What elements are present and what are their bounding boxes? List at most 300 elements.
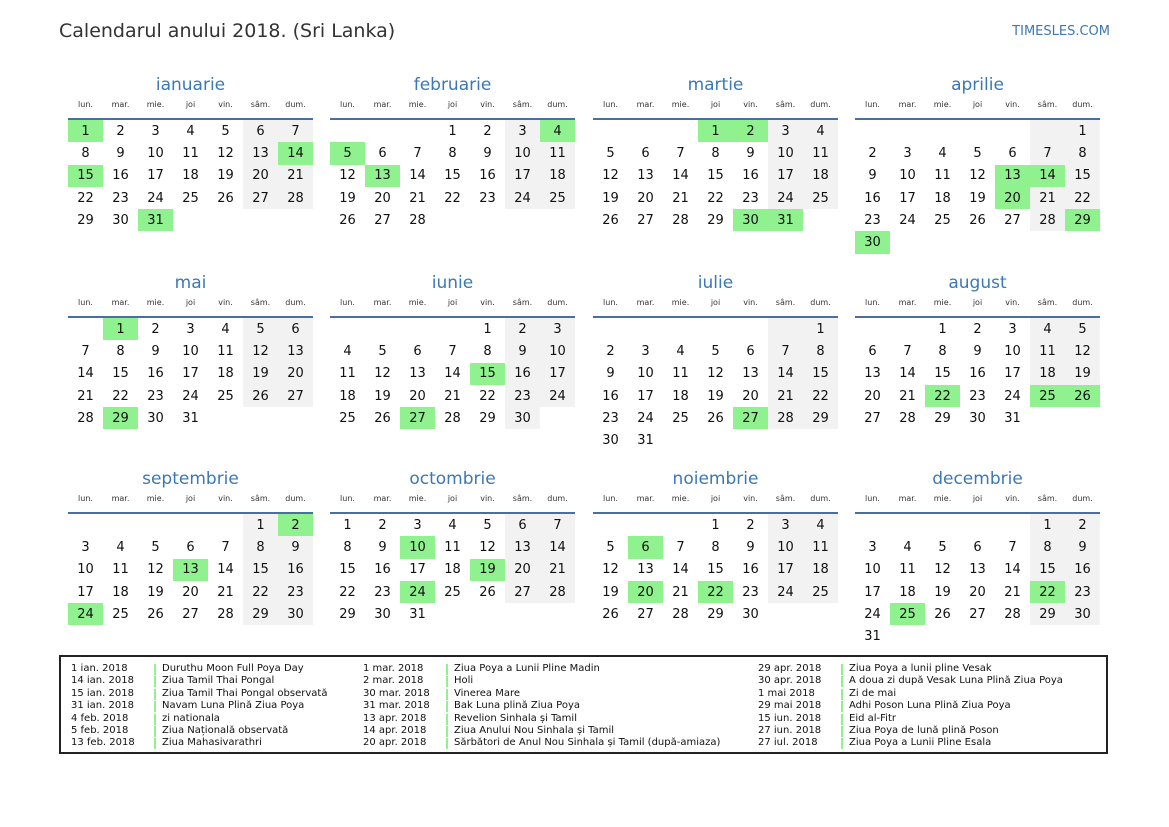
day-cell: 7 (903, 343, 912, 359)
day-cell: 11 (803, 142, 838, 164)
weekday-label: mar. (898, 100, 917, 109)
day-cell: 12 (602, 562, 619, 578)
legend-date: 20 apr. 2018 (363, 737, 427, 749)
day-cell: 7 (1008, 539, 1017, 555)
weekday-label: lun. (603, 100, 618, 109)
weekday-label: mar. (636, 298, 655, 307)
legend-row (353, 737, 720, 749)
day-cell: 10 (540, 340, 575, 362)
day-cell: 29 (1030, 603, 1065, 625)
day-cell: 25 (803, 187, 838, 209)
day-cell: 16 (742, 562, 759, 578)
legend-row (748, 688, 1063, 700)
legend-row (353, 700, 720, 712)
day-cell: 30 (602, 433, 619, 449)
day-cell: 20 (505, 559, 540, 581)
day-cell: 21 (672, 584, 689, 600)
day-cell: 9 (746, 539, 755, 555)
day-cell: 8 (116, 343, 125, 359)
day-cell: 27 (243, 187, 278, 209)
day-cell: 25 (934, 212, 951, 228)
legend-row (748, 737, 1063, 749)
day-cell: 8 (938, 343, 947, 359)
legend-holiday-name: Ziua Națională observată (162, 724, 289, 736)
weekday-label: sâm. (1037, 494, 1058, 503)
day-cell: 24 (182, 388, 199, 404)
empty-cell (890, 318, 925, 340)
legend-color-marker (446, 689, 448, 700)
legend-column-2 (353, 663, 720, 750)
legend-color-marker (154, 738, 156, 749)
month-name: septembrie (142, 469, 239, 489)
weekday-label: mie. (408, 100, 427, 109)
days-grid (593, 514, 838, 625)
days-grid (330, 120, 575, 231)
day-cell: 18 (182, 168, 199, 184)
empty-cell (138, 514, 173, 536)
legend-color-marker (446, 738, 448, 749)
holiday-day-cell: 26 (1065, 385, 1100, 407)
weekday-label: joi (972, 298, 983, 307)
day-cell: 19 (602, 190, 619, 206)
weekday-label: dum. (1072, 100, 1093, 109)
day-cell: 17 (864, 584, 881, 600)
day-cell: 1 (243, 514, 278, 536)
empty-cell (400, 318, 435, 340)
day-cell: 9 (746, 145, 755, 161)
day-cell: 16 (864, 190, 881, 206)
legend-row (353, 663, 720, 675)
day-cell: 19 (217, 168, 234, 184)
day-cell: 31 (864, 629, 881, 645)
day-cell: 18 (217, 366, 234, 382)
day-cell: 18 (444, 562, 461, 578)
day-cell: 11 (444, 539, 461, 555)
legend-date: 13 apr. 2018 (363, 712, 427, 724)
day-cell: 30 (147, 410, 164, 426)
day-cell: 9 (505, 340, 540, 362)
weekday-label: sâm. (512, 298, 533, 307)
day-cell: 22 (479, 388, 496, 404)
month-name: iulie (697, 273, 734, 293)
month-mai (68, 271, 313, 429)
day-cell: 31 (409, 606, 426, 622)
day-cell: 7 (768, 340, 803, 362)
legend-date: 30 apr. 2018 (758, 675, 822, 687)
weekday-label: dum. (285, 100, 306, 109)
day-cell: 14 (217, 562, 234, 578)
day-cell: 15 (112, 366, 129, 382)
weekday-label: mar. (111, 494, 130, 503)
weekday-label: mie. (146, 100, 165, 109)
empty-cell (330, 318, 365, 340)
day-cell: 30 (742, 606, 759, 622)
month-decembrie (855, 467, 1100, 648)
day-cell: 29 (707, 212, 724, 228)
weekday-label: lun. (340, 298, 355, 307)
weekday-label: dum. (285, 494, 306, 503)
day-cell: 16 (505, 363, 540, 385)
day-cell: 5 (973, 145, 982, 161)
day-cell: 16 (374, 562, 391, 578)
legend-date: 1 mai 2018 (758, 687, 815, 699)
weekday-label: sâm. (512, 100, 533, 109)
day-cell: 4 (803, 514, 838, 536)
day-cell: 20 (374, 190, 391, 206)
weekday-label: vin. (480, 494, 495, 503)
day-cell: 30 (112, 212, 129, 228)
day-cell: 17 (77, 584, 94, 600)
day-cell: 22 (243, 581, 278, 603)
weekday-label: lun. (603, 298, 618, 307)
legend-date: 30 mar. 2018 (363, 687, 430, 699)
day-cell: 6 (243, 120, 278, 142)
weekday-label: lun. (865, 100, 880, 109)
day-cell: 23 (374, 584, 391, 600)
weekday-label: dum. (810, 298, 831, 307)
day-cell: 24 (1004, 388, 1021, 404)
day-cell: 10 (768, 142, 803, 164)
day-cell: 3 (768, 120, 803, 142)
day-cell: 4 (343, 343, 352, 359)
month-name: iunie (431, 273, 474, 293)
month-martie (593, 73, 838, 231)
holiday-day-cell: 1 (698, 120, 733, 142)
day-cell: 25 (803, 581, 838, 603)
day-cell: 5 (606, 539, 615, 555)
legend-color-marker (841, 738, 843, 749)
legend-color-marker (841, 726, 843, 737)
weekday-label: sâm. (775, 494, 796, 503)
empty-cell (995, 120, 1030, 142)
legend-row (61, 675, 327, 687)
day-cell: 17 (409, 562, 426, 578)
empty-cell (435, 318, 470, 340)
day-cell: 23 (864, 212, 881, 228)
day-cell: 14 (672, 168, 689, 184)
day-cell: 13 (243, 142, 278, 164)
day-cell: 4 (803, 120, 838, 142)
day-cell: 23 (112, 190, 129, 206)
day-cell: 16 (278, 559, 313, 581)
day-cell: 20 (742, 388, 759, 404)
day-cell: 21 (1004, 584, 1021, 600)
empty-cell (925, 514, 960, 536)
day-cell: 14 (77, 366, 94, 382)
day-cell: 3 (413, 517, 422, 533)
day-cell: 26 (374, 410, 391, 426)
day-cell: 17 (768, 165, 803, 187)
day-cell: 21 (768, 385, 803, 407)
legend-color-marker (446, 664, 448, 675)
day-cell: 8 (243, 536, 278, 558)
holiday-day-cell: 15 (68, 165, 103, 187)
legend-holiday-name: Ziua Mahasivarathri (162, 737, 262, 749)
day-cell: 6 (413, 343, 422, 359)
day-cell: 30 (374, 606, 391, 622)
days-grid (68, 318, 313, 429)
legend-date: 5 feb. 2018 (71, 724, 129, 736)
day-cell: 11 (217, 343, 234, 359)
month-name: octombrie (409, 469, 496, 489)
month-august (855, 271, 1100, 429)
weekday-label: vin. (1005, 100, 1020, 109)
legend-date: 27 iun. 2018 (758, 724, 822, 736)
legend-holiday-name: Vinerea Mare (454, 687, 521, 699)
day-cell: 13 (505, 536, 540, 558)
legend-holiday-name: Ziua Tamil Thai Pongal observată (162, 687, 328, 699)
weekday-label: joi (185, 100, 196, 109)
day-cell: 21 (899, 388, 916, 404)
day-cell: 15 (339, 562, 356, 578)
empty-cell (365, 120, 400, 142)
day-cell: 29 (339, 606, 356, 622)
day-cell: 5 (243, 318, 278, 340)
legend-row (748, 675, 1063, 687)
weekday-label: joi (447, 494, 458, 503)
legend-date: 31 ian. 2018 (71, 700, 134, 712)
legend-date: 14 ian. 2018 (71, 675, 134, 687)
weekday-label: vin. (1005, 494, 1020, 503)
empty-cell (960, 120, 995, 142)
holiday-day-cell: 30 (733, 209, 768, 231)
day-cell: 6 (378, 145, 387, 161)
weekday-label: joi (185, 494, 196, 503)
weekday-label: vin. (743, 100, 758, 109)
legend-holiday-name: Ziua Poya a Lunii Pline Madin (454, 663, 600, 674)
empty-cell (593, 120, 628, 142)
empty-cell (995, 514, 1030, 536)
day-cell: 15 (803, 363, 838, 385)
weekday-label: dum. (810, 100, 831, 109)
day-cell: 27 (637, 606, 654, 622)
day-cell: 11 (112, 562, 129, 578)
day-cell: 12 (707, 366, 724, 382)
legend-holiday-name: Zi de mai (849, 687, 897, 699)
weekday-label: mar. (636, 100, 655, 109)
empty-cell (365, 318, 400, 340)
empty-cell (960, 514, 995, 536)
day-cell: 20 (637, 190, 654, 206)
legend-holiday-name: Ziua Tamil Thai Pongal (162, 675, 275, 687)
weekday-label: lun. (78, 298, 93, 307)
day-cell: 1 (1065, 120, 1100, 142)
day-cell: 14 (540, 536, 575, 558)
day-cell: 15 (1030, 559, 1065, 581)
day-cell: 18 (934, 190, 951, 206)
day-cell: 16 (1065, 559, 1100, 581)
weekday-label: mar. (111, 100, 130, 109)
day-cell: 7 (81, 343, 90, 359)
legend-row (61, 688, 327, 700)
day-cell: 3 (903, 145, 912, 161)
legend-color-marker (841, 714, 843, 725)
days-grid (68, 120, 313, 231)
weekday-label: sâm. (250, 298, 271, 307)
day-cell: 31 (1004, 410, 1021, 426)
day-cell: 12 (339, 168, 356, 184)
day-cell: 25 (112, 606, 129, 622)
day-cell: 17 (147, 168, 164, 184)
weekday-label: mar. (636, 494, 655, 503)
empty-cell (628, 120, 663, 142)
day-cell: 4 (676, 343, 685, 359)
day-cell: 29 (934, 410, 951, 426)
day-cell: 22 (112, 388, 129, 404)
day-cell: 12 (969, 168, 986, 184)
weekday-label: vin. (218, 100, 233, 109)
day-cell: 28 (672, 212, 689, 228)
holiday-day-cell: 31 (138, 209, 173, 231)
day-cell: 31 (637, 433, 654, 449)
month-name: noiembrie (672, 469, 759, 489)
weekday-label: mie. (933, 298, 952, 307)
day-cell: 25 (444, 584, 461, 600)
day-cell: 8 (343, 539, 352, 555)
day-cell: 19 (1065, 363, 1100, 385)
day-cell: 21 (540, 559, 575, 581)
legend-color-marker (154, 701, 156, 712)
day-cell: 24 (899, 212, 916, 228)
weekday-label: mar. (373, 298, 392, 307)
day-cell: 24 (637, 410, 654, 426)
weekday-label: joi (185, 298, 196, 307)
day-cell: 3 (868, 539, 877, 555)
legend-column-1 (61, 663, 327, 750)
weekday-label: joi (710, 100, 721, 109)
legend-color-marker (841, 689, 843, 700)
day-cell: 28 (672, 606, 689, 622)
site-link[interactable]: TIMESLES.COM (1012, 24, 1110, 39)
weekday-label: vin. (1005, 298, 1020, 307)
day-cell: 13 (637, 562, 654, 578)
weekday-label: joi (447, 298, 458, 307)
day-cell: 18 (1030, 363, 1065, 385)
day-cell: 16 (969, 366, 986, 382)
day-cell: 7 (1030, 142, 1065, 164)
day-cell: 5 (151, 539, 160, 555)
day-cell: 27 (969, 606, 986, 622)
day-cell: 18 (112, 584, 129, 600)
day-cell: 5 (606, 145, 615, 161)
day-cell: 3 (151, 123, 160, 139)
day-cell: 18 (803, 165, 838, 187)
day-cell: 31 (182, 410, 199, 426)
day-cell: 19 (147, 584, 164, 600)
holiday-day-cell: 13 (173, 559, 208, 581)
empty-cell (208, 514, 243, 536)
day-cell: 9 (278, 536, 313, 558)
day-cell: 24 (147, 190, 164, 206)
weekday-header (68, 296, 313, 318)
days-grid (330, 514, 575, 625)
day-cell: 9 (483, 145, 492, 161)
weekday-header (68, 98, 313, 120)
day-cell: 3 (768, 514, 803, 536)
day-cell: 12 (147, 562, 164, 578)
month-iunie (330, 271, 575, 429)
legend-holiday-name: zi nationala (162, 712, 220, 724)
day-cell: 26 (217, 190, 234, 206)
day-cell: 12 (479, 539, 496, 555)
empty-cell (663, 514, 698, 536)
legend-row (61, 713, 327, 725)
day-cell: 10 (864, 562, 881, 578)
day-cell: 16 (112, 168, 129, 184)
weekday-label: mar. (373, 494, 392, 503)
empty-cell (628, 514, 663, 536)
weekday-label: mie. (671, 100, 690, 109)
day-cell: 20 (864, 388, 881, 404)
day-cell: 18 (540, 165, 575, 187)
holiday-day-cell: 20 (995, 187, 1030, 209)
day-cell: 15 (707, 562, 724, 578)
day-cell: 5 (1065, 318, 1100, 340)
day-cell: 23 (602, 410, 619, 426)
day-cell: 4 (116, 539, 125, 555)
empty-cell (663, 120, 698, 142)
month-name: decembrie (932, 469, 1023, 489)
empty-cell (400, 120, 435, 142)
legend-date: 27 iul. 2018 (758, 737, 818, 749)
day-cell: 18 (672, 388, 689, 404)
holiday-day-cell: 13 (995, 165, 1030, 187)
day-cell: 30 (1065, 603, 1100, 625)
weekday-label: mar. (898, 494, 917, 503)
day-cell: 10 (182, 343, 199, 359)
weekday-label: vin. (480, 298, 495, 307)
day-cell: 26 (602, 606, 619, 622)
weekday-label: dum. (285, 298, 306, 307)
holiday-day-cell: 1 (68, 120, 103, 142)
day-cell: 21 (217, 584, 234, 600)
day-cell: 1 (343, 517, 352, 533)
weekday-label: vin. (218, 298, 233, 307)
weekday-label: lun. (78, 494, 93, 503)
day-cell: 7 (676, 145, 685, 161)
day-cell: 3 (540, 318, 575, 340)
day-cell: 2 (973, 321, 982, 337)
empty-cell (68, 514, 103, 536)
day-cell: 8 (1030, 536, 1065, 558)
day-cell: 13 (409, 366, 426, 382)
day-cell: 24 (768, 581, 803, 603)
holiday-day-cell: 14 (1030, 165, 1065, 187)
weekday-label: lun. (340, 494, 355, 503)
day-cell: 16 (147, 366, 164, 382)
day-cell: 28 (1030, 209, 1065, 231)
legend-date: 1 mar. 2018 (363, 663, 424, 674)
day-cell: 28 (217, 606, 234, 622)
day-cell: 4 (1030, 318, 1065, 340)
day-cell: 5 (483, 517, 492, 533)
day-cell: 1 (1030, 514, 1065, 536)
empty-cell (855, 318, 890, 340)
day-cell: 25 (339, 410, 356, 426)
days-grid (855, 120, 1100, 254)
legend-color-marker (446, 726, 448, 737)
empty-cell (1030, 120, 1065, 142)
weekday-label: vin. (743, 298, 758, 307)
day-cell: 8 (81, 145, 90, 161)
day-cell: 19 (969, 190, 986, 206)
day-cell: 7 (278, 120, 313, 142)
legend-holiday-name: Ziua Poya a Lunii Pline Esala (849, 737, 992, 749)
weekday-label: vin. (743, 494, 758, 503)
day-cell: 1 (448, 123, 457, 139)
legend-date: 13 feb. 2018 (71, 737, 135, 749)
holiday-day-cell: 2 (733, 120, 768, 142)
